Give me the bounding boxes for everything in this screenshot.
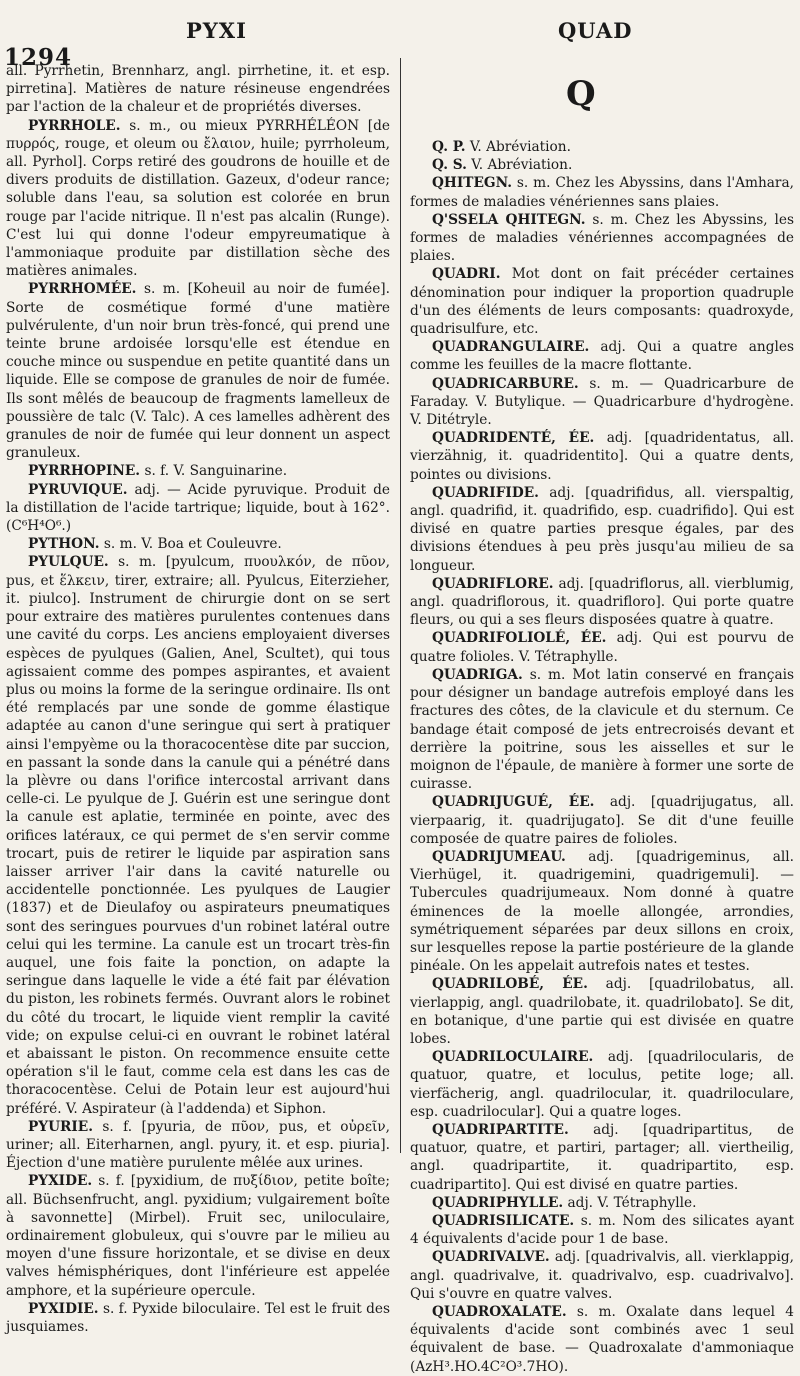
dictionary-entry [410, 138, 794, 156]
entry-definition: adj. Qui est pourvu de quatre folioles. V. Tétraphylle. [410, 630, 794, 665]
dictionary-entry [6, 280, 390, 462]
entry-definition: adj. [quadrifidus, all. vierspaltig, angl. quadrifid, it. quadrifido, esp. cuadrifido]. Qui est divisé en quatre parties presque égales, par des divisions étendues à peu près jusqu'au milieu de sa longueur. [410, 484, 794, 574]
entry-headword: QUADRIPARTITE. [432, 1121, 569, 1138]
entry-definition: adj. V. Tétraphylle. [567, 1194, 697, 1211]
dictionary-entry [410, 211, 794, 266]
dictionary-entry [6, 1172, 390, 1299]
dictionary-entry [410, 1248, 794, 1303]
dictionary-entry [410, 484, 794, 575]
entry-definition: adj. [quadrilocularis, de quatuor, quatre, et loculus, petite loge; all. vierfächerig, angl. quadrilocular, it. quadriloculare, esp. cuadrilocular]. Qui a quatre loges. [410, 1049, 794, 1120]
entry-headword: PYULQUE. [28, 554, 109, 571]
dictionary-entry [410, 1121, 794, 1194]
section-letter: Q [566, 74, 596, 114]
dictionary-entry [6, 462, 390, 480]
entry-definition: s. m., ou mieux PYRRHÉLÉON [de πυρρός, rouge, et oleum ou ἔλαιον, huile; pyrrholeum, all. Pyrhol]. Corps retiré des goudrons de houille et de divers produits de distillation. Gazeux, d'odeur rance; soluble dans l'eau, sa solution est colorée en brun rouge par l'acide nitrique. Il n'est pas alcalin (Runge). C'est lui qui donne l'odeur empyreumatique à l'ammoniaque produite par distillation sèche des matières animales. [6, 117, 390, 280]
dictionary-entry [6, 1300, 390, 1336]
dictionary-entry [410, 575, 794, 630]
dictionary-entry [410, 1194, 794, 1212]
entry-definition: s. m. Chez les Abyssins, les formes de maladies vénériennes accompagnées de plaies. [410, 211, 795, 265]
entry-headword: PYRRHOPINE. [28, 463, 141, 480]
dictionary-entry [6, 117, 390, 281]
left-column [6, 62, 390, 1336]
entry-definition: adj. [quadrijugatus, all. vierpaarig, it. quadrijugato]. Se dit d'une feuille composée de quatre paires de folioles. [410, 794, 794, 847]
entry-headword: PYXIDE. [28, 1173, 93, 1190]
entry-headword: QUADRIGA. [432, 666, 523, 683]
entry-headword: PYXIDIE. [28, 1300, 99, 1317]
right-column [410, 138, 794, 1376]
entry-headword: QUADRIFOLIOLÉ, ÉE. [432, 630, 607, 647]
dictionary-entry [410, 338, 794, 374]
running-head-right: QUAD [558, 18, 633, 43]
entry-definition: adj. [quadrivalvis, all. vierklappig, angl. quadrivalve, it. quadrivalvo, esp. cuadrivalvo]. Qui s'ouvre en quatre valves. [410, 1249, 795, 1302]
entry-definition: s. m. [pyulcum, πυουλκόν, de πῦον, pus, et ἕλκειν, tirer, extraire; all. Pyulcus, Eiterzieher, it. piulco]. Instrument de chirurgie dont on se sert pour extraire des matières purulentes contenues dans une cavité du corps. Les anciens employaient diverses espèces de pyulques (Galien, Anel, Scultet), qui tous agissaient comme des pompes aspirantes, et avaient plus ou moins la forme de la seringue ordinaire. Ils ont été remplacés par une sonde de gomme élastique adaptée au canon d'une seringue qui sert à pratiquer ainsi l'empyème ou la thoracocentèse dite par succion, en passant la sonde dans la canule qui a pénétré dans la plèvre ou dans l'orifice intercostal arrivant dans celle-ci. Le pyulque de J. Guérin est une seringue dont la canule est aplatie, terminée en pointe, avec des orifices latéraux, ce qui permet de s'en servir comme trocart, puis de retirer le liquide par aspiration sans laisser arriver l'air dans la cavité naturelle ou accidentelle ponctionnée. Les pyulques de Laugier (1837) et de Dieulafoy ou aspirateurs pneumatiques sont des seringues pourvues d'un robinet latéral outre celui qui les termine. La canule est un trocart très-fin auquel, une fois faite la ponction, on adapte la seringue dans laquelle le vide a été fait par élévation du piston, les robinets fermés. Ouvrant alors le robinet du côté du trocart, le liquide vient remplir la cavité vide; on expulse celui-ci en ouvrant le robinet latéral et abaissant le piston. On recommence ensuite cette opération s'il le faut, comme cela est dans les cas de thoracocentèse. Celui de Potain leur est aujourd'hui préféré. V. Aspirateur (à l'addenda) et Siphon. [6, 554, 390, 1117]
entry-definition: V. Abréviation. [471, 157, 573, 174]
dictionary-entry [410, 375, 794, 430]
entry-headword: QUADRANGULAIRE. [432, 339, 590, 356]
bleed-through-text [406, 40, 800, 135]
entry-definition: s. m. Mot latin conservé en français pour désigner un bandage autrefois employé dans les fractures des côtes, de la clavicule et du sternum. Ce bandage était composé de jets entrecroisés devant et derrière la poitrine, sous les aisselles et sur le moignon de l'épaule, de manière à former une sorte de cuirasse. [410, 666, 795, 793]
dictionary-entry [410, 156, 794, 174]
entry-headword: QUADRIPHYLLE. [432, 1194, 564, 1211]
dictionary-entry [410, 848, 794, 975]
entry-definition: adj. [quadriflorus, all. vierblumig, angl. quadriflorous, it. quadrifloro]. Qui porte quatre fleurs, ou qui a ses fleurs disposées quatre à quatre. [410, 575, 794, 629]
entry-definition: Mot dont on fait précéder certaines dénomination pour indiquer la proportion quadruple d'un des éléments de leurs composants: quadroxyde, quadrisulfure, etc. [410, 266, 794, 338]
entry-definition: s. m. [Koheuil au noir de fumée]. Sorte de cosmétique formé d'une matière pulvérulente, d'un noir brun très-foncé, qui prend une teinte brune ardoisée lorsqu'elle est étendue en couche mince ou suspendue en petite quantité dans un liquide. Elle se compose de granules de noir de fumée. Ils sont mêlés de beaucoup de fragments lamelleux de poussière de talc (V. Talc). A ces lamelles adhèrent des granules de noir de fumée qui leur donnent un aspect granuleux. [6, 281, 390, 462]
dictionary-entry [410, 629, 794, 665]
page-number: 1294 [4, 44, 73, 71]
dictionary-entry [410, 174, 794, 210]
entry-definition: s. f. Pyxide biloculaire. Tel est le fruit des jusquiames. [6, 1300, 391, 1336]
entry-headword: QUADRICARBURE. [432, 375, 579, 392]
entry-headword: QHITEGN. [432, 175, 512, 192]
entry-headword: PYRRHOLE. [28, 117, 121, 134]
entry-headword: QUADRIFLORE. [432, 575, 554, 592]
dictionary-entry [6, 481, 390, 536]
dictionary-entry [410, 975, 794, 1048]
dictionary-entry [6, 535, 390, 553]
column-divider [400, 58, 401, 1153]
entry-definition: s. f. V. Sanguinarine. [144, 463, 288, 480]
entry-definition: s. f. [pyxidium, de πυξίδιον, petite boîte; all. Büchsenfrucht, angl. pyxidium; vulgairement boîte à savonnette] (Mirbel). Fruit sec, uniloculaire, ordinairement globuleux, qui s'ouvre par le milieu au moyen d'une fissure horizontale, et se divise en deux valves hémisphériques, dont l'inférieure est appelée amphore, et la supérieure opercule. [6, 1173, 390, 1299]
entry-headword: Q. P. [432, 139, 466, 155]
dictionary-entry [6, 553, 390, 1117]
dictionary-entry [410, 265, 794, 338]
dictionary-entry [410, 666, 794, 793]
entry-headword: PYRUVIQUE. [28, 481, 128, 498]
entry-headword: QUADRIDENTÉ, ÉE. [432, 430, 595, 447]
dictionary-entry [410, 429, 794, 484]
entry-definition: adj. [quadrigeminus, all. Vierhügel, it. quadrigemini, quadrigemuli]. — Tubercules quadrijumeaux. Nom donné à quatre éminences de la moelle allongée, arrondies, symétriquement séparées par deux sillons en croix, sur lesquelles repose la partie postérieure de la glande pinéale. On les appelait autrefois nates et testes. [410, 848, 794, 975]
running-head-left: PYXI [186, 18, 247, 43]
entry-definition: s. m. V. Boa et Couleuvre. [103, 536, 282, 553]
entry-headword: QUADRIJUMEAU. [432, 848, 566, 865]
entry-headword: QUADRILOCULAIRE. [432, 1049, 594, 1066]
entry-headword: QUADRI. [432, 266, 501, 283]
entry-headword: PYRRHOMÉE. [28, 281, 137, 298]
dictionary-entry [410, 1048, 794, 1121]
entry-headword: QUADRIJUGUÉ, ÉE. [432, 794, 595, 811]
entry-definition: adj. Qui a quatre angles comme les feuilles de la macre flottante. [410, 339, 794, 374]
entry-headword: Q'SSELA QHITEGN. [432, 211, 586, 228]
entry-definition: s. f. [pyuria, de πῦον, pus, et οὐρεῖν, uriner; all. Eiterharnen, angl. pyury, it. et esp. piuria]. Éjection d'une matière purulente mêlée aux urines. [6, 1118, 390, 1172]
entry-headword: QUADRIFIDE. [432, 484, 539, 501]
entry-headword: Q. S. [432, 157, 467, 174]
entry-definition: adj. [quadripartitus, de quatuor, quatre, et partiri, partager; all. viertheilig, angl. quadripartite, it. quadripartito, esp. cuadripartito]. Qui est divisé en quatre parties. [410, 1121, 795, 1193]
entry-headword: PYURIE. [28, 1118, 93, 1135]
entry-definition: adj. [quadridentatus, all. vierzähnig, it. quadridentito]. Qui a quatre dents, pointes ou divisions. [410, 430, 794, 483]
entry-headword: PYTHON. [28, 536, 100, 553]
entry-headword: QUADRIVALVE. [432, 1249, 550, 1266]
entry-definition: s. m. Chez les Abyssins, dans l'Amhara, formes de maladies vénériennes sans plaies. [410, 175, 794, 210]
dictionary-entry [410, 1303, 794, 1376]
entry-definition: s. m. Nom des silicates ayant 4 équivalents d'acide pour 1 de base. [410, 1212, 794, 1248]
entry-definition: V. Abréviation. [469, 139, 571, 155]
entry-definition: s. m. Oxalate dans lequel 4 équivalents d'acide sont combinés avec 1 seul équivalent de base. — Quadroxalate d'ammoniaque (AzH³.HO.4C²O³.7HO). [410, 1304, 795, 1375]
dictionary-entry [6, 62, 390, 117]
entry-definition: all. Pyrrhetin, Brennharz, angl. pirrhetine, it. et esp. pirretina]. Matières de nature résineuse engendrées par l'action de la chaleur et de propriétés diverses. [6, 63, 390, 116]
entry-headword: QUADRISILICATE. [432, 1212, 575, 1229]
entry-headword: QUADRILOBÉ, ÉE. [432, 976, 588, 993]
dictionary-entry [6, 1118, 390, 1173]
entry-definition: s. m. — Quadricarbure de Faraday. V. Butylique. — Quadricarbure d'hydrogène. V. Ditétryle. [410, 375, 794, 429]
entry-definition: adj. — Acide pyruvique. Produit de la distillation de l'acide tartrique; liquide, bout à 162°. (C⁶H⁴O⁶.) [6, 481, 390, 535]
dictionary-entry [410, 1212, 794, 1248]
dictionary-entry [410, 793, 794, 848]
entry-headword: QUADROXALATE. [432, 1304, 567, 1320]
entry-definition: adj. [quadrilobatus, all. vierlappig, angl. quadrilobate, it. quadrilobato]. Se dit, en botanique, d'une partie qui est divisée en quatre lobes. [410, 976, 794, 1047]
